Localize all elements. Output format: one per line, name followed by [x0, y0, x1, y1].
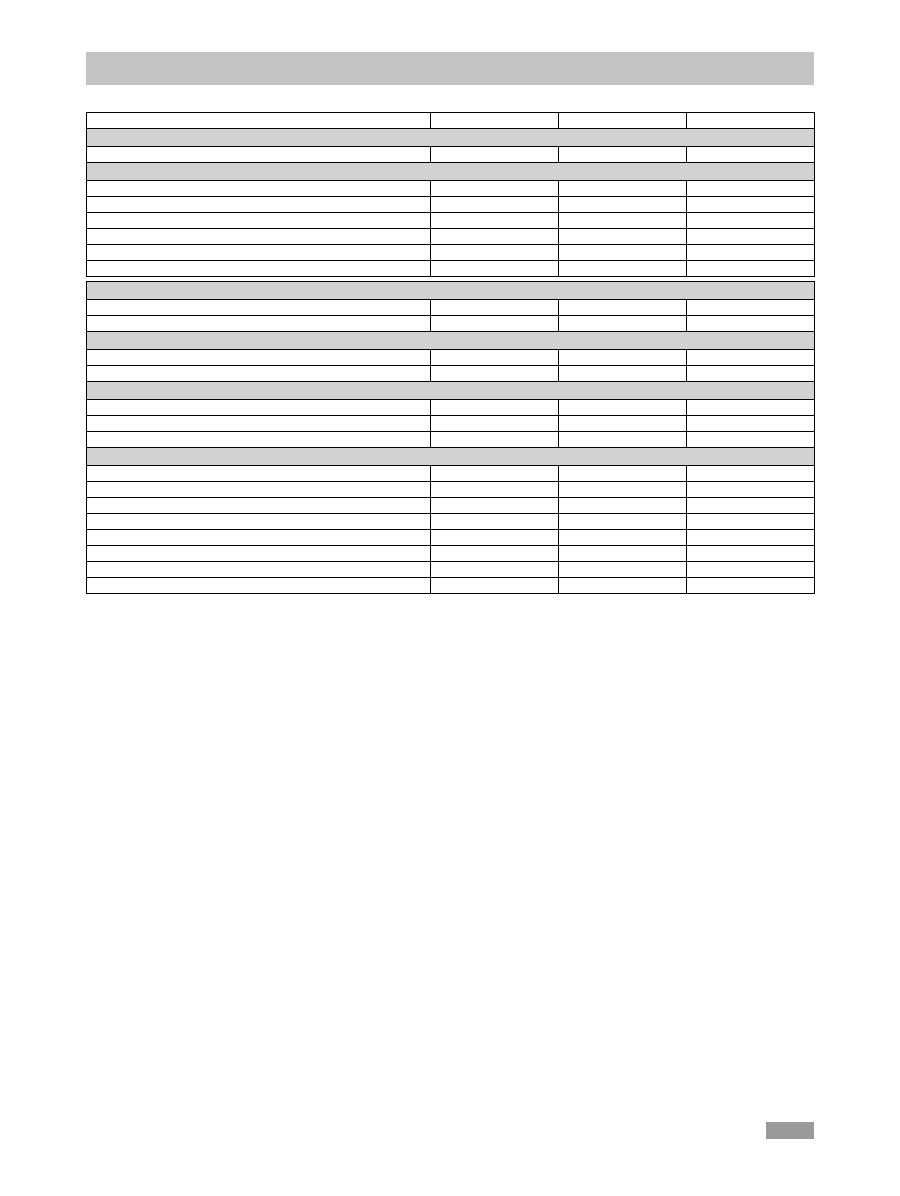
table-cell-value	[559, 316, 687, 332]
table-section-label	[87, 382, 815, 400]
table-cell-value	[559, 514, 687, 530]
table-cell-value	[559, 181, 687, 197]
table-cell-value	[687, 530, 815, 546]
table-cell-label	[87, 578, 431, 594]
table-cell-label	[87, 498, 431, 514]
table-section-row	[87, 129, 815, 147]
table-cell-value	[431, 482, 559, 498]
table-cell-value	[559, 562, 687, 578]
table-row	[87, 113, 815, 129]
table-row	[87, 316, 815, 332]
table-section-row	[87, 382, 815, 400]
table-row	[87, 147, 815, 163]
table-cell-value	[687, 578, 815, 594]
table-row	[87, 350, 815, 366]
table-cell-label	[87, 181, 431, 197]
table-row	[87, 498, 815, 514]
table-row	[87, 261, 815, 277]
table-row	[87, 432, 815, 448]
table-cell-value	[559, 261, 687, 277]
table-cell-value	[431, 300, 559, 316]
table-section-label	[87, 332, 815, 350]
table-cell-value	[431, 113, 559, 129]
table-row	[87, 300, 815, 316]
table-row	[87, 245, 815, 261]
specification-table-wrapper	[86, 112, 814, 594]
table-cell-value	[431, 229, 559, 245]
table-row	[87, 229, 815, 245]
table-section-label	[87, 163, 815, 181]
table-cell-label	[87, 229, 431, 245]
table-cell-value	[687, 416, 815, 432]
table-cell-label	[87, 366, 431, 382]
table-cell-value	[431, 432, 559, 448]
table-row	[87, 197, 815, 213]
table-cell-label	[87, 530, 431, 546]
table-cell-value	[431, 181, 559, 197]
table-section-row	[87, 332, 815, 350]
table-cell-label	[87, 416, 431, 432]
table-cell-label	[87, 300, 431, 316]
table-cell-label	[87, 197, 431, 213]
table-cell-value	[431, 261, 559, 277]
table-cell-value	[687, 400, 815, 416]
table-cell-value	[687, 261, 815, 277]
table-row	[87, 416, 815, 432]
table-cell-value	[431, 366, 559, 382]
table-cell-value	[431, 530, 559, 546]
table-cell-value	[431, 147, 559, 163]
table-cell-value	[687, 562, 815, 578]
table-cell-value	[687, 316, 815, 332]
table-cell-value	[431, 466, 559, 482]
table-cell-value	[431, 498, 559, 514]
table-cell-value	[431, 546, 559, 562]
table-cell-value	[559, 416, 687, 432]
table-cell-value	[559, 400, 687, 416]
table-cell-value	[431, 197, 559, 213]
table-cell-value	[687, 113, 815, 129]
table-row	[87, 562, 815, 578]
table-cell-label	[87, 245, 431, 261]
table-cell-label	[87, 466, 431, 482]
table-cell-value	[687, 147, 815, 163]
table-row	[87, 213, 815, 229]
table-cell-value	[431, 514, 559, 530]
specification-table-body	[87, 113, 815, 594]
table-cell-value	[559, 245, 687, 261]
table-cell-value	[687, 498, 815, 514]
table-cell-value	[559, 432, 687, 448]
table-row	[87, 514, 815, 530]
table-cell-value	[687, 514, 815, 530]
table-cell-value	[559, 113, 687, 129]
table-cell-value	[687, 366, 815, 382]
table-cell-value	[687, 245, 815, 261]
table-cell-value	[431, 562, 559, 578]
table-cell-label	[87, 261, 431, 277]
table-cell-label	[87, 546, 431, 562]
table-cell-value	[559, 213, 687, 229]
table-cell-value	[687, 546, 815, 562]
table-row	[87, 181, 815, 197]
table-row	[87, 530, 815, 546]
table-cell-label	[87, 213, 431, 229]
table-row	[87, 366, 815, 382]
table-cell-value	[431, 316, 559, 332]
table-cell-value	[559, 578, 687, 594]
table-row	[87, 466, 815, 482]
table-cell-value	[687, 213, 815, 229]
table-cell-value	[559, 147, 687, 163]
table-section-row	[87, 163, 815, 181]
table-section-label	[87, 282, 815, 300]
page-number-box	[766, 1122, 814, 1139]
table-cell-value	[559, 530, 687, 546]
table-cell-value	[559, 366, 687, 382]
table-section-label	[87, 129, 815, 147]
table-cell-value	[431, 350, 559, 366]
table-cell-label	[87, 350, 431, 366]
table-section-row	[87, 448, 815, 466]
table-cell-value	[687, 432, 815, 448]
title-banner	[86, 52, 814, 85]
table-row	[87, 546, 815, 562]
table-cell-value	[559, 482, 687, 498]
table-cell-value	[687, 181, 815, 197]
table-cell-label	[87, 482, 431, 498]
table-cell-value	[687, 197, 815, 213]
table-cell-value	[559, 350, 687, 366]
table-cell-value	[559, 466, 687, 482]
table-cell-value	[559, 197, 687, 213]
table-row	[87, 400, 815, 416]
table-cell-label	[87, 113, 431, 129]
table-cell-value	[559, 300, 687, 316]
table-cell-value	[687, 350, 815, 366]
table-row	[87, 482, 815, 498]
table-cell-value	[431, 245, 559, 261]
specification-table	[86, 112, 815, 594]
table-cell-value	[687, 466, 815, 482]
table-cell-value	[431, 400, 559, 416]
table-cell-label	[87, 316, 431, 332]
table-cell-value	[431, 416, 559, 432]
table-cell-value	[687, 482, 815, 498]
table-cell-label	[87, 432, 431, 448]
table-cell-label	[87, 400, 431, 416]
table-cell-value	[559, 229, 687, 245]
table-cell-value	[559, 546, 687, 562]
table-cell-value	[559, 498, 687, 514]
table-cell-label	[87, 562, 431, 578]
table-cell-value	[431, 578, 559, 594]
table-row	[87, 578, 815, 594]
table-cell-value	[687, 300, 815, 316]
table-cell-label	[87, 514, 431, 530]
table-section-row	[87, 282, 815, 300]
table-cell-value	[687, 229, 815, 245]
table-cell-value	[431, 213, 559, 229]
table-cell-label	[87, 147, 431, 163]
table-section-label	[87, 448, 815, 466]
